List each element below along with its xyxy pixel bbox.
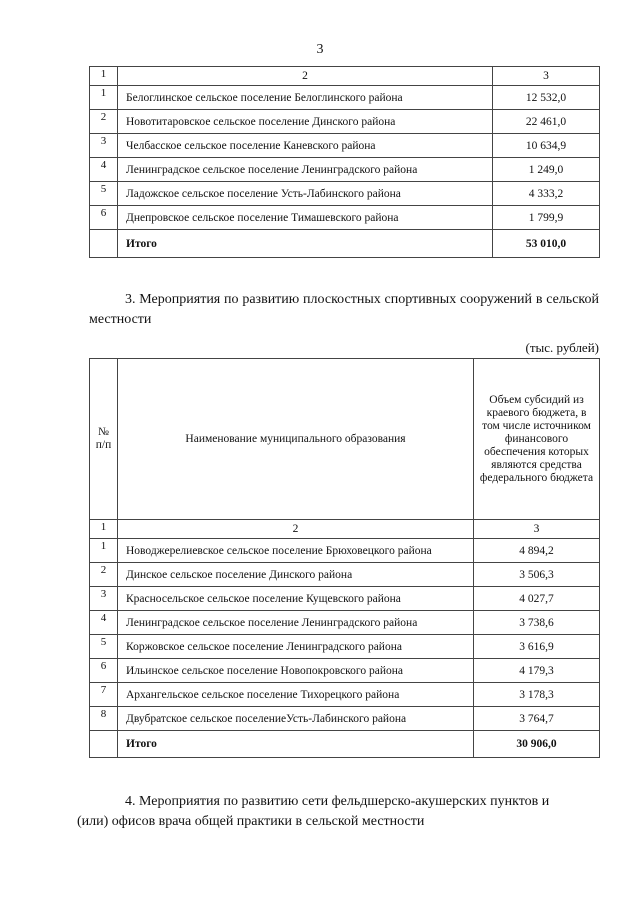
table-index-row	[90, 67, 600, 86]
municipality-name: Красносельское сельское поселение Кущевского района	[118, 587, 474, 611]
municipality-name: Двубратское сельское поселениеУсть-Лабинского района	[118, 707, 474, 731]
subsidy-value: 12 532,0	[493, 86, 600, 110]
units-label: (тыс. рублей)	[525, 340, 599, 355]
row-number: 4	[90, 158, 118, 182]
table-row	[90, 563, 600, 587]
section-4-title-line2: (или) офисов врача общей практики в сельской местности	[77, 814, 425, 829]
subsidy-value: 10 634,9	[493, 134, 600, 158]
empty-cell	[90, 731, 118, 758]
section-4-title	[77, 792, 599, 832]
municipality-name: Ленинградское сельское поселение Ленинградского района	[118, 611, 474, 635]
row-number: 1	[90, 86, 118, 110]
subsidy-value: 4 894,2	[474, 539, 600, 563]
subsidy-value: 4 179,3	[474, 659, 600, 683]
row-number: 2	[90, 110, 118, 134]
index-cell: 3	[474, 520, 600, 539]
section-3-title	[89, 290, 599, 330]
table-row	[90, 707, 600, 731]
table-row	[90, 587, 600, 611]
subsidy-value: 1 799,9	[493, 206, 600, 230]
table-row	[90, 539, 600, 563]
index-cell: 2	[118, 520, 474, 539]
municipality-name: Ленинградское сельское поселение Ленинградского района	[118, 158, 493, 182]
table-index-row	[90, 520, 600, 539]
row-number: 6	[90, 206, 118, 230]
subsidy-value: 3 506,3	[474, 563, 600, 587]
index-cell: 1	[90, 67, 118, 86]
subsidy-value: 3 178,3	[474, 683, 600, 707]
table-row	[90, 635, 600, 659]
row-number: 6	[90, 659, 118, 683]
subsidy-value: 3 738,6	[474, 611, 600, 635]
table-header-row	[90, 359, 600, 520]
table-row	[90, 206, 600, 230]
subsidy-value: 3 764,7	[474, 707, 600, 731]
table-row	[90, 158, 600, 182]
row-number: 3	[90, 587, 118, 611]
header-subsidy: Объем субсидий из краевого бюджета, в том числе источником финансового обеспечения которых являются средства федерального бюджета	[474, 359, 600, 520]
municipality-name: Коржовское сельское поселение Ленинградского района	[118, 635, 474, 659]
municipality-name: Ильинское сельское поселение Новопокровского района	[118, 659, 474, 683]
index-cell: 2	[118, 67, 493, 86]
subsidy-table-2	[89, 358, 600, 758]
subsidy-table-1	[89, 66, 600, 258]
subsidy-value: 22 461,0	[493, 110, 600, 134]
table-row	[90, 683, 600, 707]
table-row	[90, 134, 600, 158]
section-4-title-line1: 4. Мероприятия по развитию сети фельдшерско-акушерских пунктов и	[125, 794, 550, 809]
municipality-name: Ладожское сельское поселение Усть-Лабинского района	[118, 182, 493, 206]
subsidy-value: 1 249,0	[493, 158, 600, 182]
municipality-name: Новотитаровское сельское поселение Динского района	[118, 110, 493, 134]
header-name: Наименование муниципального образования	[118, 359, 474, 520]
subsidy-value: 3 616,9	[474, 635, 600, 659]
row-number: 4	[90, 611, 118, 635]
table-total-row	[90, 731, 600, 758]
page-number: 3	[316, 42, 324, 57]
row-number: 8	[90, 707, 118, 731]
municipality-name: Белоглинское сельское поселение Белоглинского района	[118, 86, 493, 110]
table-row	[90, 110, 600, 134]
row-number: 5	[90, 182, 118, 206]
header-number: № п/п	[90, 359, 118, 520]
total-value: 53 010,0	[493, 230, 600, 258]
row-number: 1	[90, 539, 118, 563]
subsidy-value: 4 027,7	[474, 587, 600, 611]
total-value: 30 906,0	[474, 731, 600, 758]
municipality-name: Динское сельское поселение Динского района	[118, 563, 474, 587]
table-total-row	[90, 230, 600, 258]
index-cell: 3	[493, 67, 600, 86]
row-number: 2	[90, 563, 118, 587]
table-row	[90, 611, 600, 635]
municipality-name: Днепровское сельское поселение Тимашевского района	[118, 206, 493, 230]
municipality-name: Архангельское сельское поселение Тихорецкого района	[118, 683, 474, 707]
row-number: 5	[90, 635, 118, 659]
subsidy-value: 4 333,2	[493, 182, 600, 206]
table-row	[90, 659, 600, 683]
municipality-name: Челбасское сельское поселение Каневского района	[118, 134, 493, 158]
total-label: Итого	[118, 230, 493, 258]
empty-cell	[90, 230, 118, 258]
table-row	[90, 182, 600, 206]
index-cell: 1	[90, 520, 118, 539]
row-number: 7	[90, 683, 118, 707]
section-3-title-text: 3. Мероприятия по развитию плоскостных спортивных сооружений в сельской местности	[89, 292, 599, 327]
row-number: 3	[90, 134, 118, 158]
municipality-name: Новоджерелиевское сельское поселение Брюховецкого района	[118, 539, 474, 563]
total-label: Итого	[118, 731, 474, 758]
table-row	[90, 86, 600, 110]
